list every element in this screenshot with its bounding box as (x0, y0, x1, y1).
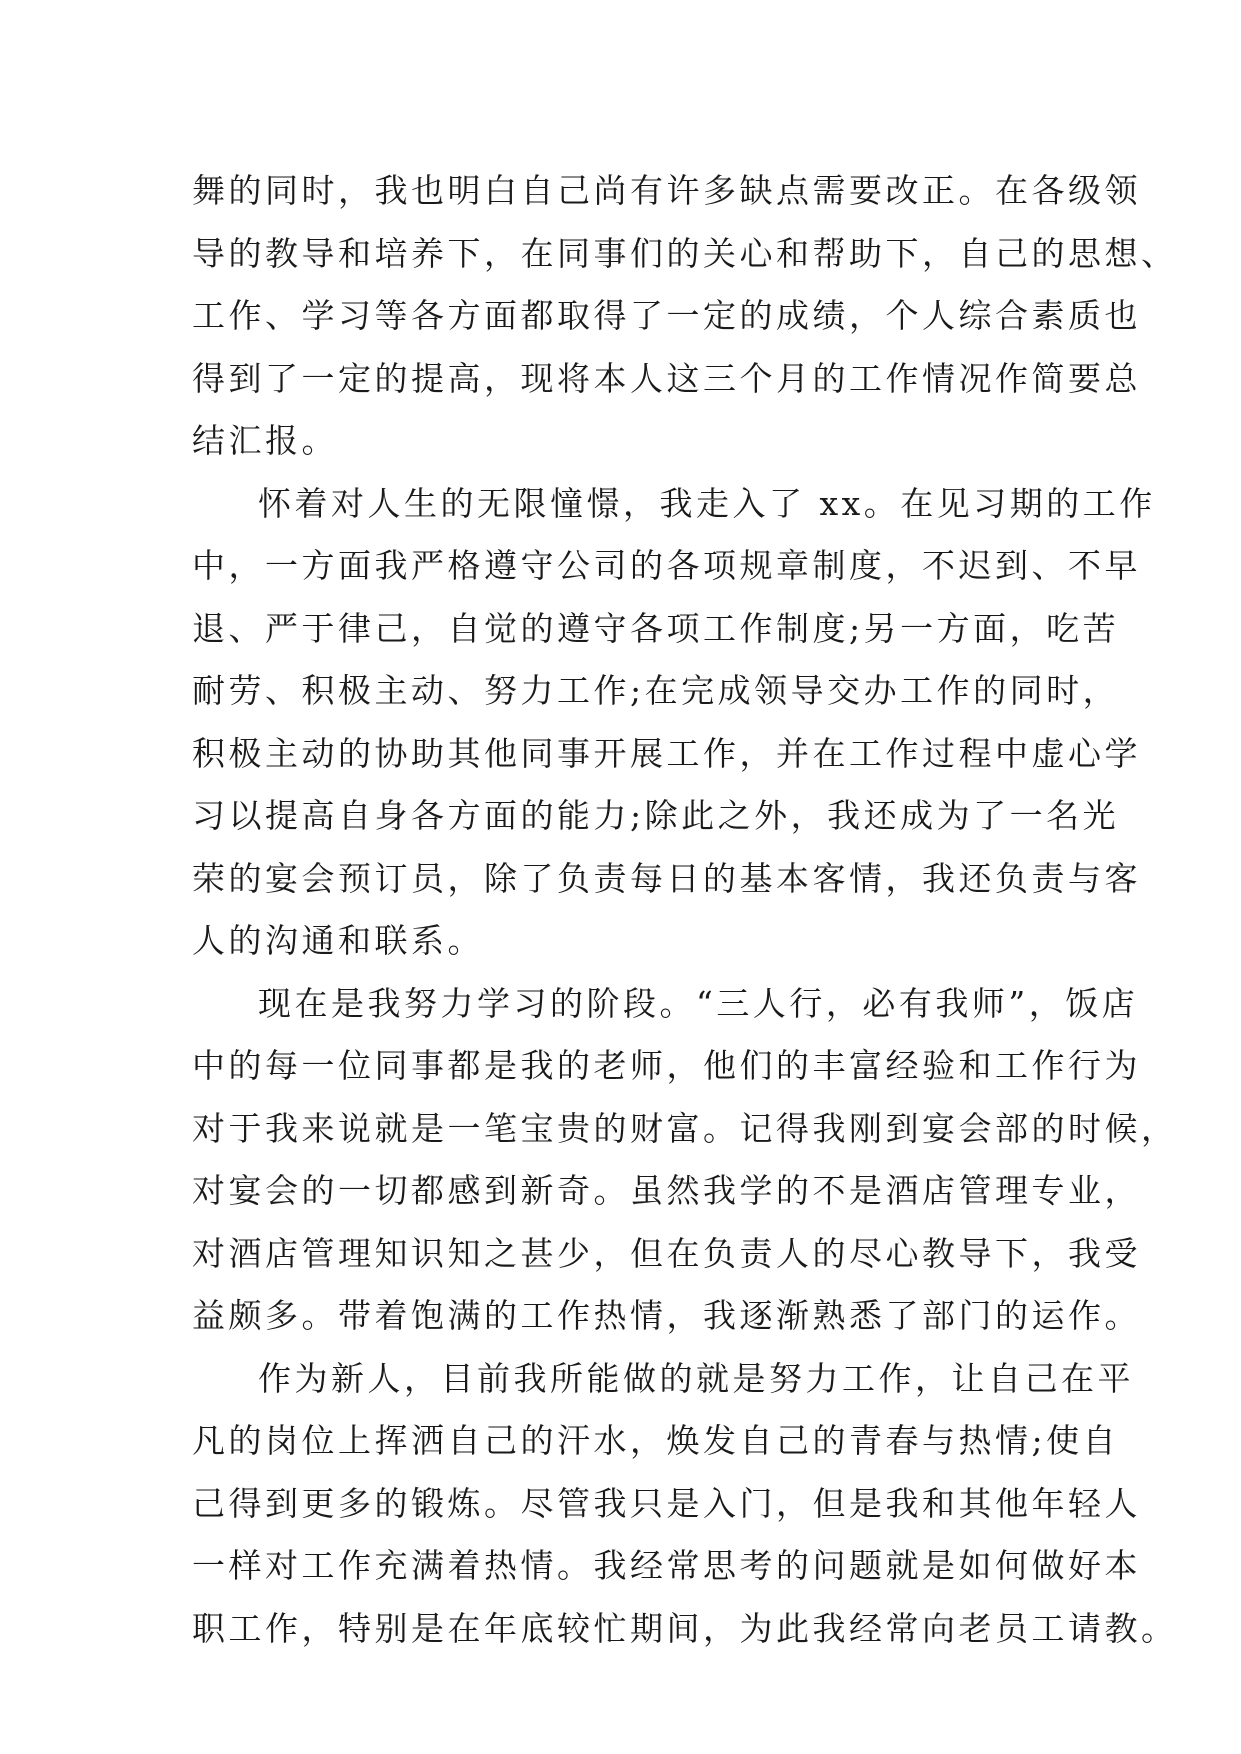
text-line: 己得到更多的锻炼。尽管我只是入门，但是我和其他年轻人 (192, 1483, 1141, 1523)
document-body (192, 160, 1178, 1660)
text-line: 中的每一位同事都是我的老师，他们的丰富经验和工作行为 (192, 1046, 1141, 1085)
text-line: 职工作，特别是在年底较忙期间，为此我经常向老员工请教。 (192, 1608, 1178, 1648)
text-line: 舞的同时，我也明白自己尚有许多缺点需要改正。在各级领 (192, 171, 1141, 210)
paragraph-4 (192, 1348, 1178, 1661)
text-line: 一样对工作充满着热情。我经常思考的问题就是如何做好本 (192, 1546, 1141, 1585)
text-line: 益颇多。带着饱满的工作热情，我逐渐熟悉了部门的运作。 (192, 1296, 1141, 1335)
text-line: 导的教导和培养下，在同事们的关心和帮助下，自己的思想、 (192, 233, 1178, 273)
text-line: 得到了一定的提高，现将本人这三个月的工作情况作简要总 (192, 358, 1141, 398)
text-line: 积极主动的协助其他同事开展工作，并在工作过程中虚心学 (192, 733, 1141, 773)
text-line: 中，一方面我严格遵守公司的各项规章制度，不迟到、不早 (192, 546, 1141, 585)
paragraph-1 (192, 160, 1178, 473)
text-line: 怀着对人生的无限憧憬，我走入了 xx。在见习期的工作 (258, 483, 1156, 523)
text-line: 对宴会的一切都感到新奇。虽然我学的不是酒店管理专业， (192, 1171, 1141, 1210)
text-line: 作为新人，目前我所能做的就是努力工作，让自己在平 (258, 1358, 1134, 1398)
paragraph-3 (192, 973, 1178, 1348)
text-line: 人的沟通和联系。 (192, 921, 484, 960)
paragraph-2 (192, 473, 1156, 973)
text-line: 结汇报。 (192, 421, 338, 460)
text-line: 对酒店管理知识知之甚少，但在负责人的尽心教导下，我受 (192, 1233, 1141, 1273)
text-line: 对于我来说就是一笔宝贵的财富。记得我刚到宴会部的时候， (192, 1108, 1178, 1148)
text-line: 凡的岗位上挥洒自己的汗水，焕发自己的青春与热情;使自 (192, 1421, 1120, 1460)
text-line: 退、严于律己，自觉的遵守各项工作制度;另一方面，吃苦 (192, 608, 1120, 648)
text-line: 习以提高自身各方面的能力;除此之外，我还成为了一名光 (192, 796, 1120, 835)
text-line: 现在是我努力学习的阶段。“三人行，必有我师”，饭店 (258, 983, 1139, 1023)
text-line: 耐劳、积极主动、努力工作;在完成领导交办工作的同时， (192, 671, 1120, 710)
text-line: 荣的宴会预订员，除了负责每日的基本客情，我还负责与客 (192, 858, 1141, 898)
text-line: 工作、学习等各方面都取得了一定的成绩，个人综合素质也 (192, 296, 1141, 335)
